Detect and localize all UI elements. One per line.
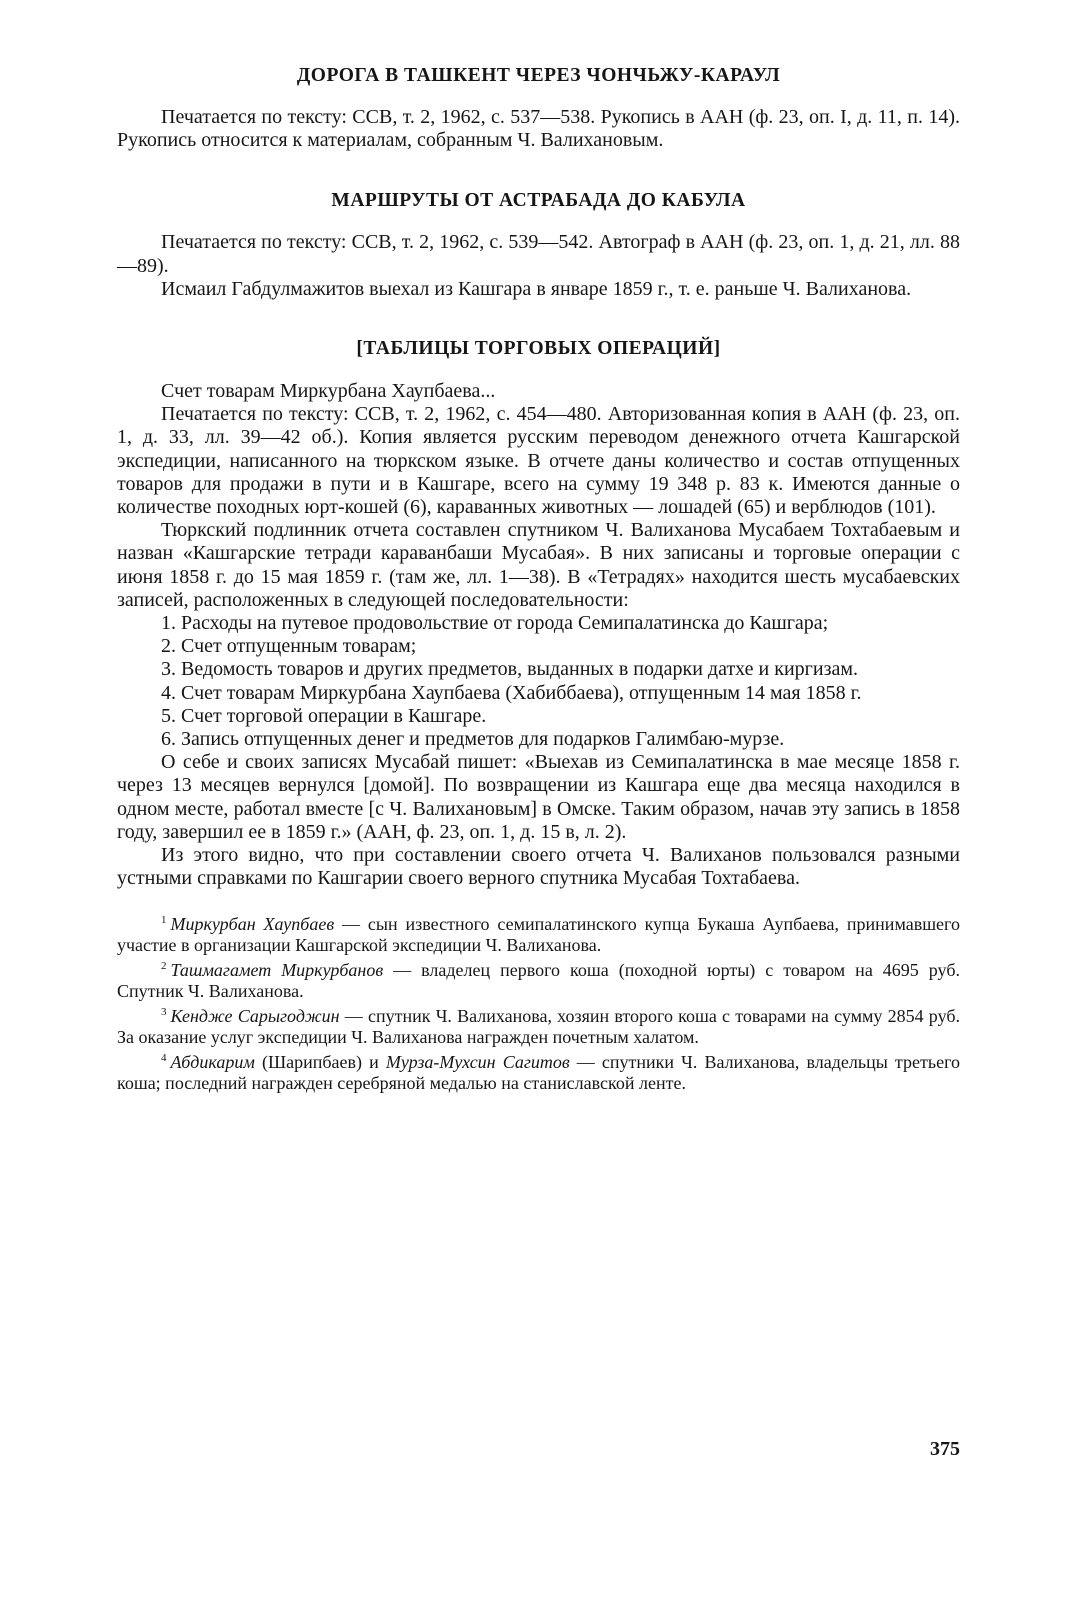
footnotes [117,910,960,1094]
list-item: 5. Счет торговой операции в Кашгаре. [161,704,487,727]
footnote-text: — спутник Ч. Валиханова, хозяин второго коша с товарами на сумму 2854 руб. За оказание услуг экспедиции Ч. Валиханова награжден почетным халатом. [117,1006,960,1048]
footnote [117,1048,960,1094]
footnote-text: — спутники Ч. Валиханова, владельцы третьего коша; последний награжден серебряной медалью на станиславской ленте. [117,1052,960,1094]
list-item: 4. Счет товарам Миркурбана Хаупбаева (Хабиббаева), отпущенным 14 мая 1858 г. [161,681,862,704]
paragraph: Тюркский подлинник отчета составлен спутником Ч. Валиханова Мусабаем Тохтабаевым и назван «Кашгарские тетради караванбаши Мусабая». В них записаны и торговые операции с июня 1858 г. до 15 мая 1859 г. (там же, лл. 1—38). В «Тетрадях» находится шесть мусабаевских записей, расположенных в следующей последовательности: [117,519,960,611]
list-item: 2. Счет отпущенным товарам; [161,635,417,658]
footnote-number: 3 [161,1006,167,1019]
footnote [117,910,960,956]
footnote-text: — сын известного семипалатинского купца Букаша Аупбаева, принимавшего участие в организации Кашгарской экспедиции Ч. Валиханова. [117,914,960,956]
page-number: 375 [930,1438,960,1460]
paragraph: Исмаил Габдулмажитов выехал из Кашгара в январе 1859 г., т. е. раньше Ч. Валиханова. [161,277,912,300]
footnote-term: Мурза-Мухсин Сагитов [385,1052,570,1073]
section-heading-routes: МАРШРУТЫ ОТ АСТРАБАДА ДО КАБУЛА [331,190,746,212]
paragraph: Печатается по тексту: ССВ, т. 2, 1962, с. 539—542. Автограф в ААН (ф. 23, оп. 1, д. 21, лл. 88—89). [117,231,960,277]
paragraph: Печатается по тексту: ССВ, т. 2, 1962, с. 454—480. Авторизованная копия в ААН (ф. 23, оп. 1, д. 33, лл. 39—42 об.). Копия является русским переводом денежного отчета Кашгарской экспедиции, написанного на тюркском языке. В отчете даны количество и состав отпущенных товаров для продажи в пути и в Кашгаре, всего на сумму 19 348 р. 83 к. Имеются данные о количестве походных юрт-кошей (6), караванных животных — лошадей (65) и верблюдов (101). [117,403,960,519]
document-page [117,62,960,1094]
paragraph: Печатается по тексту: ССВ, т. 2, 1962, с. 537—538. Рукопись в ААН (ф. 23, оп. I, д. 11, п. 14). Рукопись относится к материалам, собранным Ч. Валихановым. [117,106,960,152]
section-heading-tashkent: ДОРОГА В ТАШКЕНТ ЧЕРЕЗ ЧОНЧЬЖУ-КАРАУЛ [296,65,781,86]
footnote [117,1002,960,1048]
footnote-number: 4 [161,1052,167,1065]
paragraph: О себе и своих записях Мусабай пишет: «Выехав из Семипалатинска в мае месяце 1858 г. через 13 месяцев вернулся [домой]. По возвращении из Кашгара еще два месяца находился в одном месте, работал вместе [с Ч. Валихановым] в Омске. Таким образом, начав эту запись в 1858 году, завершил ее в 1859 г.» (ААН, ф. 23, оп. 1, д. 15 в, л. 2). [117,751,960,843]
footnote-number: 1 [161,914,167,927]
paragraph: Из этого видно, что при составлении своего отчета Ч. Валиханов пользовался разными устными справками по Кашгарии своего верного спутника Мусабая Тохтабаева. [117,844,960,890]
paragraph: Счет товарам Миркурбана Хаупбаева... [161,380,496,403]
list-item: 3. Ведомость товаров и других предметов, выданных в подарки датхе и киргизам. [161,658,859,681]
section-heading-trade-tables: [ТАБЛИЦЫ ТОРГОВЫХ ОПЕРАЦИЙ] [356,338,721,360]
footnote-term: Миркурбан Хаупбаев [170,914,335,935]
footnote [117,956,960,1002]
list-item: 1. Расходы на путевое продовольствие от города Семипалатинска до Кашгара; [161,612,829,635]
footnote-text: — владелец первого коша (походной юрты) с товаром на 4695 руб. Спутник Ч. Валиханова. [117,960,960,1002]
footnote-term: Абдикарим [170,1052,255,1073]
footnote-term: Кендже Сарыгоджин [170,1006,340,1027]
footnote-term: Ташмагамет Миркурбанов [170,960,384,981]
footnote-number: 2 [161,960,167,973]
list-item: 6. Запись отпущенных денег и предметов для подарков Галимбаю-мурзе. [161,728,785,751]
footnote-text: (Шарипбаев) и [254,1052,386,1073]
